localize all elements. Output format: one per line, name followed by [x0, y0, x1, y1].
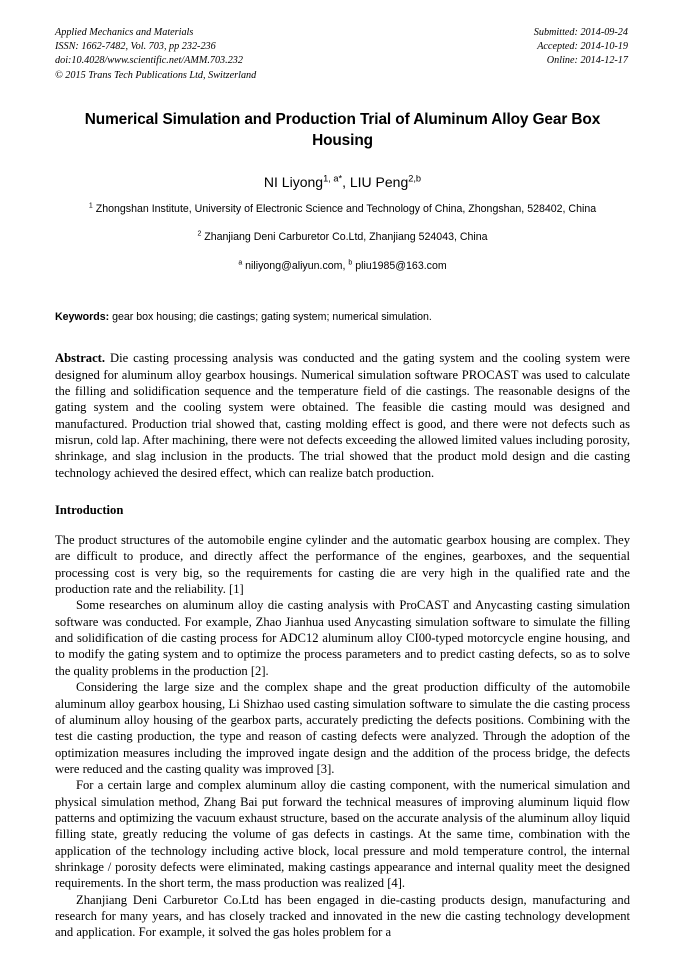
journal-name: Applied Mechanics and Materials [55, 27, 194, 38]
affiliation-1 [55, 201, 630, 219]
email-a[interactable]: niliyong@aliyun.com, [245, 259, 346, 272]
email-b[interactable]: pliu1985@163.com [355, 259, 447, 272]
author-name-1: NI Liyong [263, 173, 324, 190]
journal-doi: doi:10.4028/www.scientific.net/AMM.703.232 [55, 55, 243, 67]
author-1-superscript: 1, a* [323, 173, 343, 184]
online-date: Online: 2014-12-17 [546, 55, 628, 67]
page-title: Numerical Simulation and Production Trial of Aluminum Alloy Gear Box Housing [84, 110, 601, 149]
intro-paragraph-1: The product structures of the automobile engine cylinder and the automatic gearbox housing are complex. They are difficult to produce, and directly affect the performance of the engines, gearboxes, and the sequential processing cost is very big, so the requirements for casting die are very high in the qualified rate and the production rate and the reliability. [1] [55, 533, 630, 597]
author-list [55, 173, 630, 191]
journal-header [55, 26, 630, 83]
section-heading-introduction: Introduction [55, 503, 124, 518]
journal-copyright: © 2015 Trans Tech Publications Ltd, Switzerland [55, 69, 257, 81]
accepted-date: Accepted: 2014-10-19 [537, 41, 628, 53]
abstract-paragraph [55, 350, 630, 481]
affiliation-1-marker: 1 [88, 202, 93, 210]
submitted-date: Submitted: 2014-09-24 [533, 27, 628, 38]
intro-paragraph-4: For a certain large and complex aluminum alloy die casting component, with the numerical simulation and physical simulation method, Zhang Bai put forward the technical measures of improving aluminum liquid flow patterns and optimizing the vacuum exhaust structure, based on the accurate analysis of the aluminum alloy liquid filling state, greatly reducing the volume of gas defects in castings. At the same time, combination with the application of the technology including active block, local pressure and mold temperature control, the internal shrinkage / porosity defects were eliminated, making castings appearance and internal quality meet the designed requirements. In the short term, the mass production was realized [4]. [55, 778, 630, 891]
intro-paragraph-5: Zhanjiang Deni Carburetor Co.Ltd has been engaged in die-casting products design, manufacturing and research for many years, and has closely tracked and innovated in the new die casting technology development and application. For example, it solved the gas holes problem for a [55, 892, 630, 940]
affiliation-1-text: Zhongshan Institute, University of Electronic Science and Technology of China, Zhongshan, 528402, China [95, 202, 597, 215]
intro-paragraph-3: Considering the large size and the complex shape and the great production difficulty of the automobile aluminum alloy gearbox housing, Li Shizhao used casting simulation software to simulate the die casting process of aluminum alloy housing of the gearbox parts, accurately predicting the defects positions. Combining with the test die casting production, the type and reason of casting defects were analyzed. Through the adoption of the optimization measures including the improved ingate design and the addition of the process bridge, the defects were reduced and the casting quality was improved [3]. [55, 680, 630, 776]
affiliation-2-text: Zhanjiang Deni Carburetor Co.Ltd, Zhanjiang 524043, China [204, 231, 488, 244]
email-b-marker: b [348, 259, 353, 267]
affiliation-2-marker: 2 [197, 230, 202, 238]
intro-paragraph-2: Some researches on aluminum alloy die casting analysis with ProCAST and Anycasting casting simulation software was conducted. For example, Zhao Jianhua used Anycasting simulation software to simulate the filling and solidification of die casting process for ADC12 aluminum alloy CI00-typed motorcycle engine housing, and to modify the gating system and to optimize the process parameters and to predict casting defects, so as to solve the quality problems in the production [2]. [55, 598, 630, 678]
journal-header-right [534, 26, 630, 69]
keywords-label: Keywords: [55, 311, 110, 324]
author-2-superscript: 2,b [408, 173, 422, 184]
keywords-text: gear box housing; die castings; gating system; numerical simulation. [112, 311, 432, 324]
email-a-marker: a [238, 259, 243, 267]
author-name-2: LIU Peng [349, 173, 409, 190]
journal-header-left [55, 26, 256, 83]
affiliation-2 [55, 229, 630, 247]
author-separator: , [342, 173, 350, 190]
journal-issn-volume: ISSN: 1662-7482, Vol. 703, pp 232-236 [55, 41, 216, 53]
abstract-label: Abstract. [55, 351, 106, 366]
keywords-line [55, 310, 630, 325]
abstract-text: Die casting processing analysis was conducted and the gating system and the cooling system were designed for aluminum alloy gearbox housings. Numerical simulation software PROCAST was used to calculate the filling and solidification sequence and the temperature field of die castings. The reasonable designs of the gating system and the cooling system were obtained. The feasible die casting mould was designed and manufactured. Production trial showed that, casting molding effect is good, and there were not defects such as misrun, cold lap. After machining, there were not defects exceeding the allowed limited values including porosity, shrinkage, and slag inclusion in the products. The trial showed that the product mold design and die casting technology achieved the desired effect, which can realize batch production. [55, 351, 630, 480]
author-emails [55, 258, 630, 276]
